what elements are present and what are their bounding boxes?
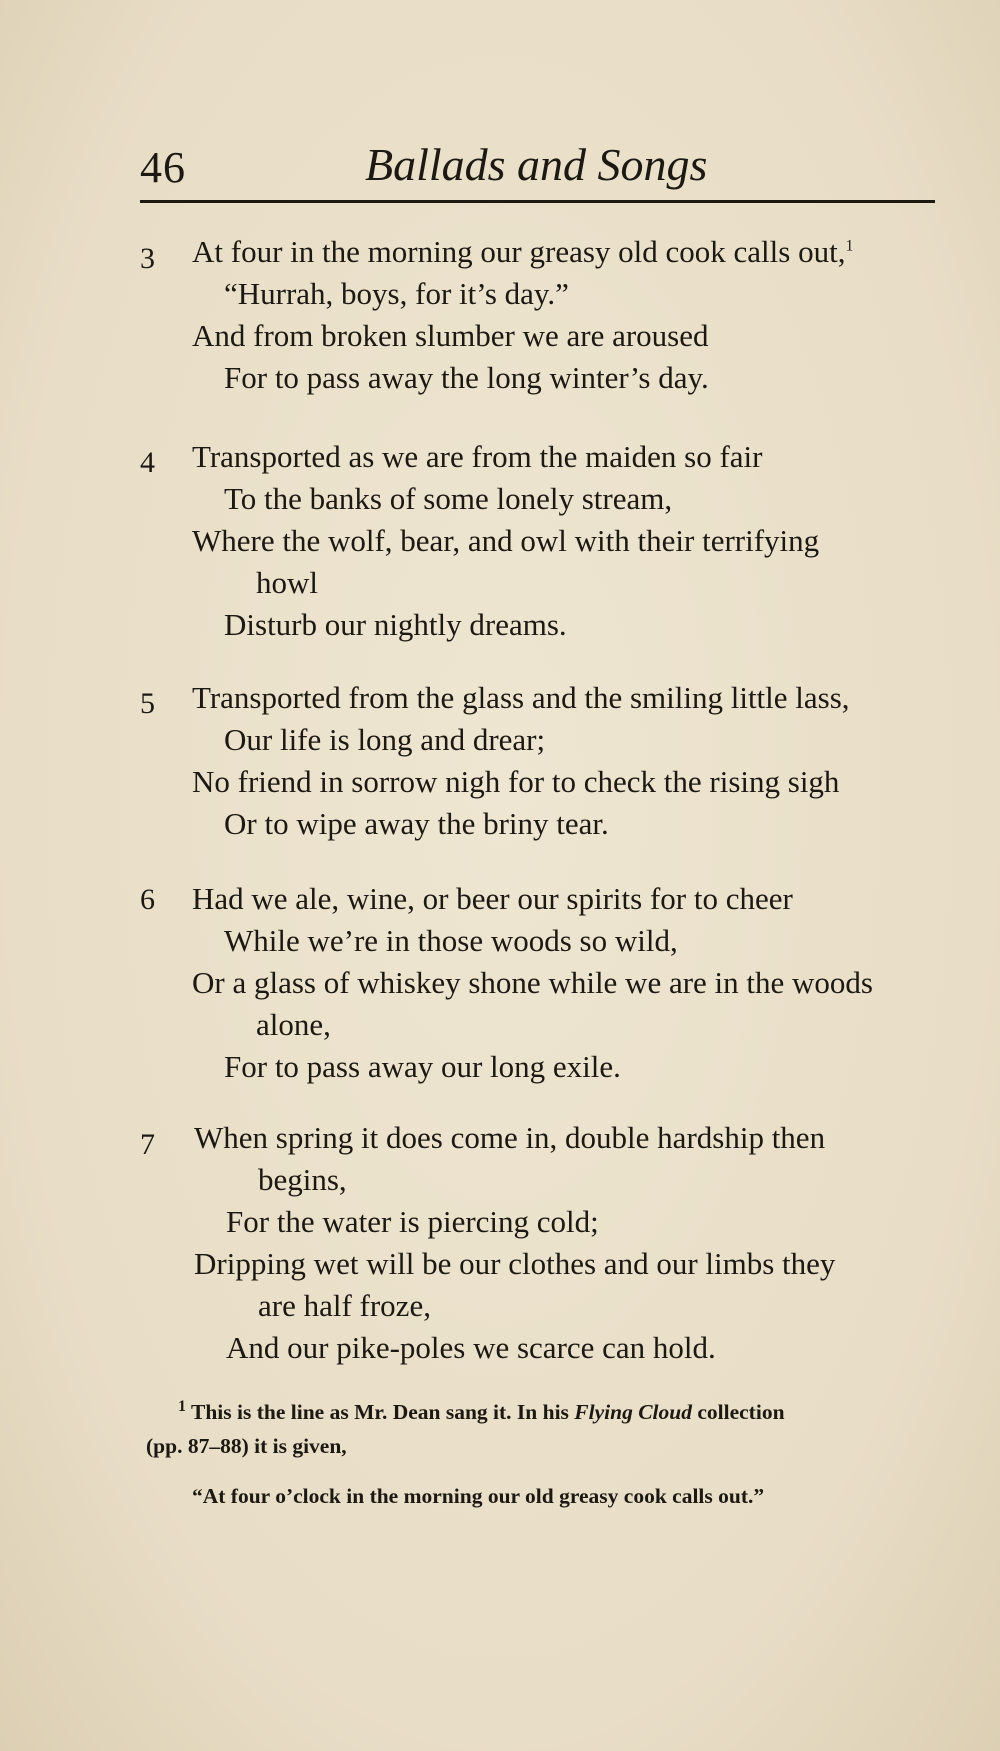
verse-line: For to pass away the long winter’s day. xyxy=(224,360,709,395)
verse-line: Transported as we are from the maiden so fair xyxy=(192,439,763,474)
verse-line: No friend in sorrow nigh for to check the rising sigh xyxy=(192,764,840,799)
verse-line: alone, xyxy=(256,1007,331,1042)
footnote-mark: 1 xyxy=(178,1397,186,1415)
verse-line: “Hurrah, boys, for it’s day.” xyxy=(224,276,569,311)
verse-number: 5 xyxy=(140,687,155,720)
verse-number: 3 xyxy=(140,242,155,275)
footnote-line: (pp. 87–88) it is given, xyxy=(146,1434,347,1458)
verse-line: Disturb our nightly dreams. xyxy=(224,607,567,642)
verse-line: To the banks of some lonely stream, xyxy=(224,481,673,516)
verse-line: At four in the morning our greasy old cook calls out,$^1$ xyxy=(192,234,854,269)
verse-line: And our pike-poles we scarce can hold. xyxy=(226,1330,716,1365)
verse-line: howl xyxy=(256,565,318,600)
page-number: 46 xyxy=(140,143,186,192)
verse-line: Dripping wet will be our clothes and our limbs they xyxy=(194,1246,836,1281)
running-title: Ballads and Songs xyxy=(365,139,708,190)
verse-line: Our life is long and drear; xyxy=(224,722,546,757)
verse-line: Or a glass of whiskey shone while we are in the woods xyxy=(192,965,873,1000)
verse-line: For the water is piercing cold; xyxy=(226,1204,599,1239)
verse-line: begins, xyxy=(258,1162,347,1197)
verse-number: 6 xyxy=(140,883,155,916)
verse-line: And from broken slumber we are aroused xyxy=(192,318,709,353)
verse-line: When spring it does come in, double hardship then xyxy=(194,1120,826,1155)
verse-line: are half froze, xyxy=(258,1288,431,1323)
footnote-quote: “At four o’clock in the morning our old greasy cook calls out.” xyxy=(192,1484,765,1508)
verse-line: Had we ale, wine, or beer our spirits for to cheer xyxy=(192,881,793,916)
verse-number: 7 xyxy=(140,1128,155,1161)
footnote-line: $^1$ This is the line as Mr. Dean sang it. In his Flying Cloud collection xyxy=(178,1397,785,1424)
verse-line: Where the wolf, bear, and owl with their terrifying xyxy=(192,523,820,558)
book-title: Flying Cloud xyxy=(574,1400,692,1424)
footnote-ref: 1 xyxy=(845,237,854,255)
verse-line: For to pass away our long exile. xyxy=(224,1049,621,1084)
verse-number: 4 xyxy=(140,446,155,479)
header-rule xyxy=(140,200,935,203)
verse-line: While we’re in those woods so wild, xyxy=(224,923,678,958)
verse-line: Or to wipe away the briny tear. xyxy=(224,806,609,841)
verse-line: Transported from the glass and the smiling little lass, xyxy=(192,680,850,715)
page-header xyxy=(140,138,935,200)
